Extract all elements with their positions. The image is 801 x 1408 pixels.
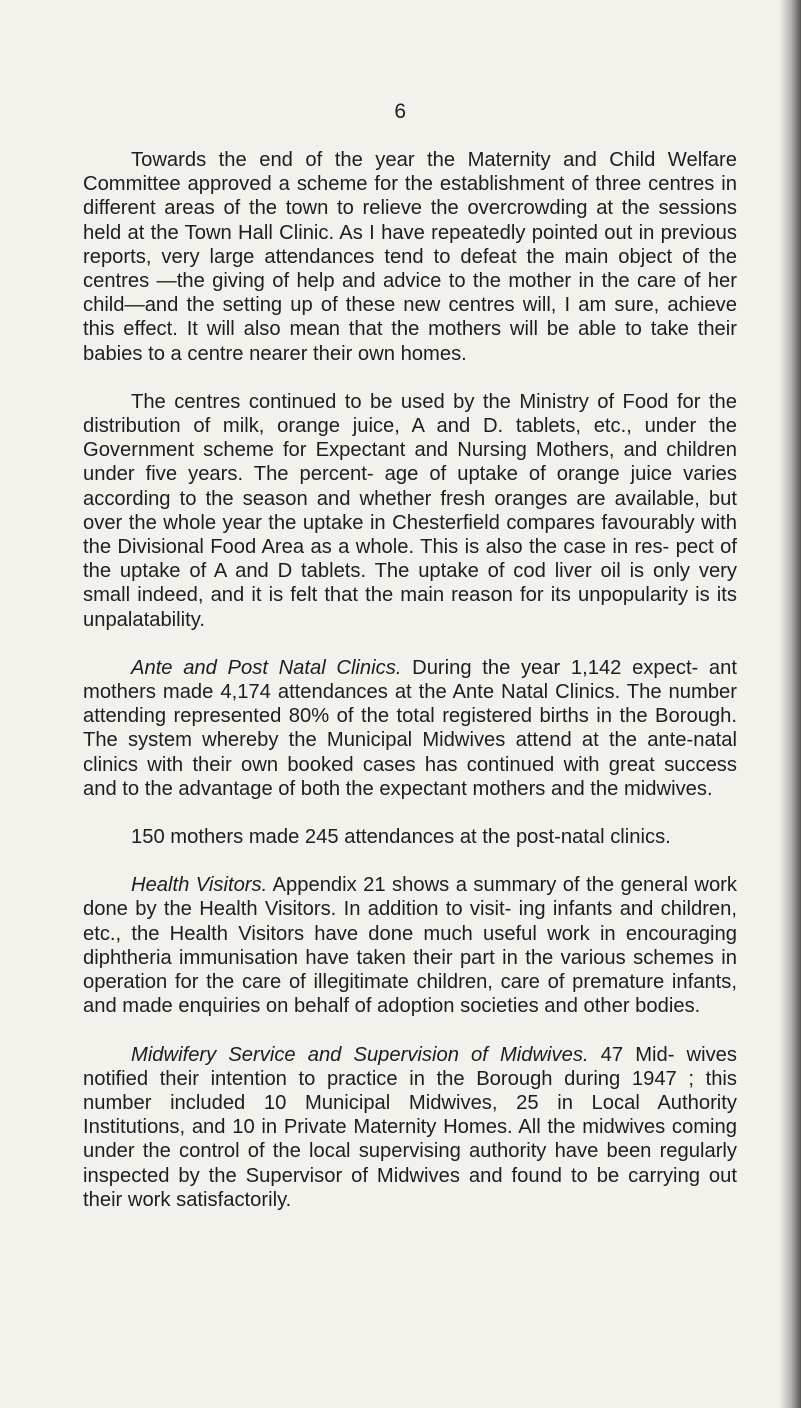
paragraph-text: The centres continued to be used by the Ministry of Food for the distribution of milk, orange juice, A and D. tablets, etc., under the Government scheme for Expectant and Nursing Mothers, and children under five years. The percent- age of uptake of orange juice varies according to the season and whether fresh oranges are available, but over the whole year the uptake in Chesterfield compares favourably with the Divisional Food Area as a whole. This is also the case in res- pect of the uptake of A and D tablets. The uptake of cod liver oil is only very small indeed, and it is felt that the main reason for its unpopularity is its unpalatability. <box>83 390 737 631</box>
paragraph-new-centres <box>83 148 737 366</box>
paragraph-text: 47 Mid- wives notified their intention to practice in the Borough during 1947 ; this number included 10 Municipal Midwives, 25 in Local Authority Institutions, and 10 in Private Maternity Homes. All the midwives coming under the control of the local supervising authority have been regularly inspected by the Supervisor of Midwives and found to be carrying out their work satisfactorily. <box>83 1043 737 1211</box>
section-heading: Health Visitors. <box>131 874 268 897</box>
page-number: 6 <box>394 100 407 123</box>
paragraph-text: During the year 1,142 expect- ant mothers made 4,174 attendances at the Ante Natal Clinics. The number attending represented 80% of the total registered births in the Borough. The system whereby the Municipal Midwives attend at the ante-natal clinics with their own booked cases has continued with great success and to the advantage of both the expectant mothers and the midwives. <box>83 656 737 800</box>
page-edge-shadow <box>779 0 801 1408</box>
paragraph-text: Towards the end of the year the Maternity and Child Welfare Committee approved a scheme for the establishment of three centres in different areas of the town to relieve the overcrowding at the sessions held at the Town Hall Clinic. As I have repeatedly pointed out in previous reports, very large attendances tend to defeat the main object of the centres —the giving of help and advice to the mother in the care of her child—and the setting up of these new centres will, I am sure, achieve this effect. It will also mean that the mothers will be able to take their babies to a centre nearer their own homes. <box>83 149 737 365</box>
document-body <box>83 148 737 1212</box>
paragraph-natal-clinics <box>83 656 737 801</box>
paragraph-ministry-of-food <box>83 390 737 632</box>
paragraph-post-natal <box>83 825 737 849</box>
section-heading: Ante and Post Natal Clinics. <box>131 656 402 679</box>
paragraph-midwifery-service <box>83 1043 737 1212</box>
paragraph-health-visitors <box>83 873 737 1018</box>
section-heading: Midwifery Service and Supervision of Midwives. <box>131 1043 589 1066</box>
paragraph-text: Appendix 21 shows a summary of the general work done by the Health Visitors. In addition to visit- ing infants and children, etc., the Health Visitors have done much useful work in encouraging diphtheria immunisation have taken their part in the various schemes in operation for the care of illegitimate children, care of premature infants, and made enquiries on behalf of adoption societies and other bodies. <box>83 874 737 1018</box>
paragraph-text: 150 mothers made 245 attendances at the post-natal clinics. <box>131 826 671 849</box>
